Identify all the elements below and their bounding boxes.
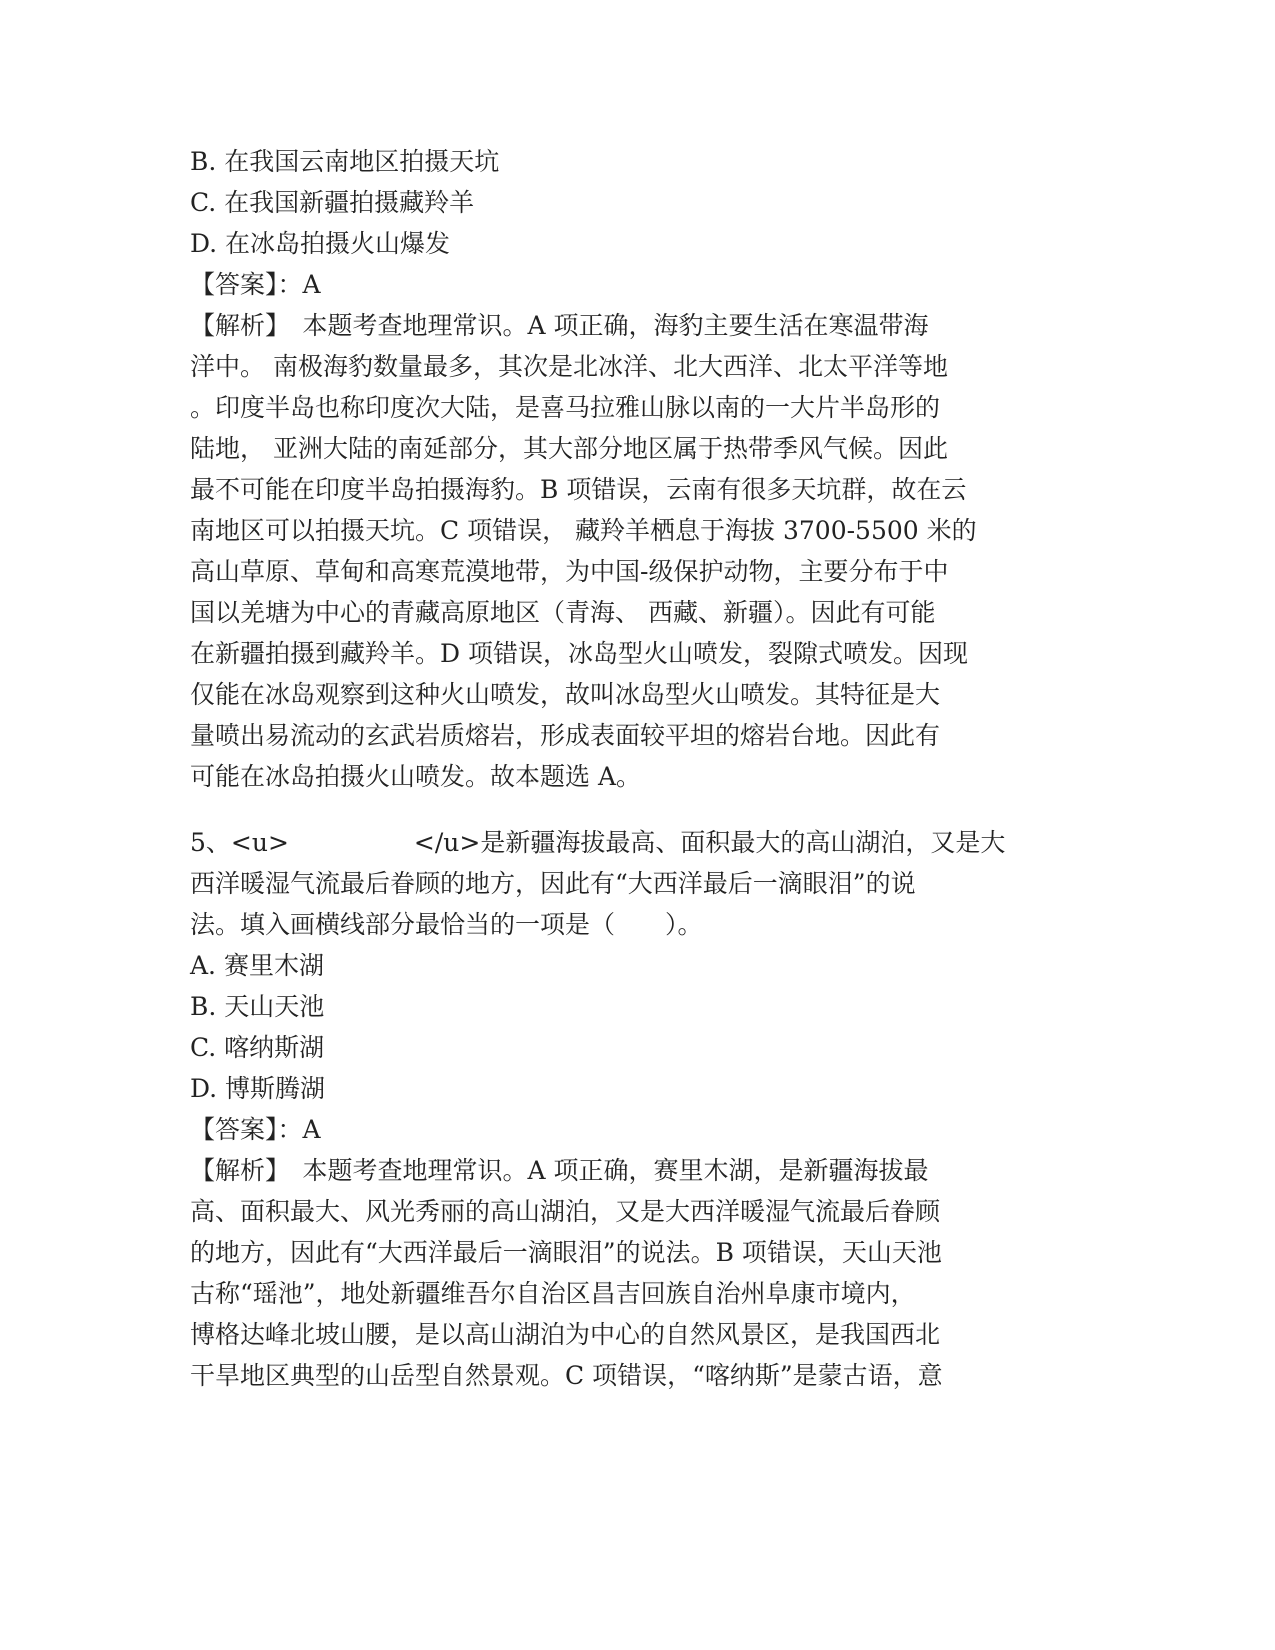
analysis-line: 。印度半岛也称印度次大陆，是喜马拉雅山脉以南的一大片半岛形的 — [190, 393, 941, 422]
analysis-line: 【解析】 本题考查地理常识。A 项正确，赛里木湖，是新疆海拔最 — [190, 1156, 929, 1185]
analysis-line: 博格达峰北坡山腰，是以高山湖泊为中心的自然风景区，是我国西北 — [190, 1320, 941, 1349]
analysis-line: 的地方，因此有“大西洋最后一滴眼泪”的说法。B 项错误，天山天池 — [190, 1238, 942, 1267]
analysis-line: 量喷出易流动的玄武岩质熔岩，形成表面较平坦的熔岩台地。因此有 — [190, 721, 941, 750]
analysis-line: 高山草原、草甸和高寒荒漠地带，为中国-级保护动物，主要分布于中 — [190, 557, 949, 586]
option-d-line: D. 在冰岛拍摄火山爆发 — [190, 229, 451, 258]
analysis-line: 高、面积最大、风光秀丽的高山湖泊，又是大西洋暖湿气流最后眷顾 — [190, 1197, 941, 1226]
analysis-line: 国以羌塘为中心的青藏高原地区（青海、 西藏、新疆）。因此有可能 — [190, 598, 936, 627]
question-5-line: 西洋暖湿气流最后眷顾的地方，因此有“大西洋最后一滴眼泪”的说 — [190, 869, 916, 898]
option-c-line: C. 在我国新疆拍摄藏羚羊 — [190, 188, 475, 217]
option-b-line: B. 天山天池 — [190, 992, 325, 1021]
analysis-line: 干旱地区典型的山岳型自然景观。C 项错误，“喀纳斯”是蒙古语，意 — [190, 1361, 943, 1390]
analysis-line: 仅能在冰岛观察到这种火山喷发，故叫冰岛型火山喷发。其特征是大 — [190, 680, 941, 709]
analysis-line: 古称“瑶池”，地处新疆维吾尔自治区昌吉回族自治州阜康市境内， — [190, 1279, 916, 1308]
option-a-line: A. 赛里木湖 — [190, 951, 324, 980]
option-c-line: C. 喀纳斯湖 — [190, 1033, 325, 1062]
answer-line: 【答案】：A — [190, 270, 321, 299]
analysis-line: 【解析】 本题考查地理常识。A 项正确，海豹主要生活在寒温带海 — [190, 311, 929, 340]
analysis-line: 最不可能在印度半岛拍摄海豹。B 项错误，云南有很多天坑群，故在云 — [190, 475, 967, 504]
analysis-line: 陆地， 亚洲大陆的南延部分，其大部分地区属于热带季风气候。因此 — [190, 434, 948, 463]
analysis-line: 洋中。 南极海豹数量最多，其次是北冰洋、北大西洋、北太平洋等地 — [190, 352, 948, 381]
option-b-line: B. 在我国云南地区拍摄天坑 — [190, 147, 500, 176]
analysis-line: 南地区可以拍摄天坑。C 项错误， 藏羚羊栖息于海拔 3700-5500 米的 — [190, 516, 977, 545]
analysis-line: 在新疆拍摄到藏羚羊。D 项错误，冰岛型火山喷发，裂隙式喷发。因现 — [190, 639, 968, 668]
question-5-line: 法。填入画横线部分最恰当的一项是（ ）。 — [190, 910, 703, 939]
answer-line: 【答案】：A — [190, 1115, 321, 1144]
analysis-line: 可能在冰岛拍摄火山喷发。故本题选 A。 — [190, 762, 642, 791]
option-d-line: D. 博斯腾湖 — [190, 1074, 326, 1103]
question-5-line: 5、<u> </u>是新疆海拔最高、面积最大的高山湖泊，又是大 — [190, 828, 1006, 857]
